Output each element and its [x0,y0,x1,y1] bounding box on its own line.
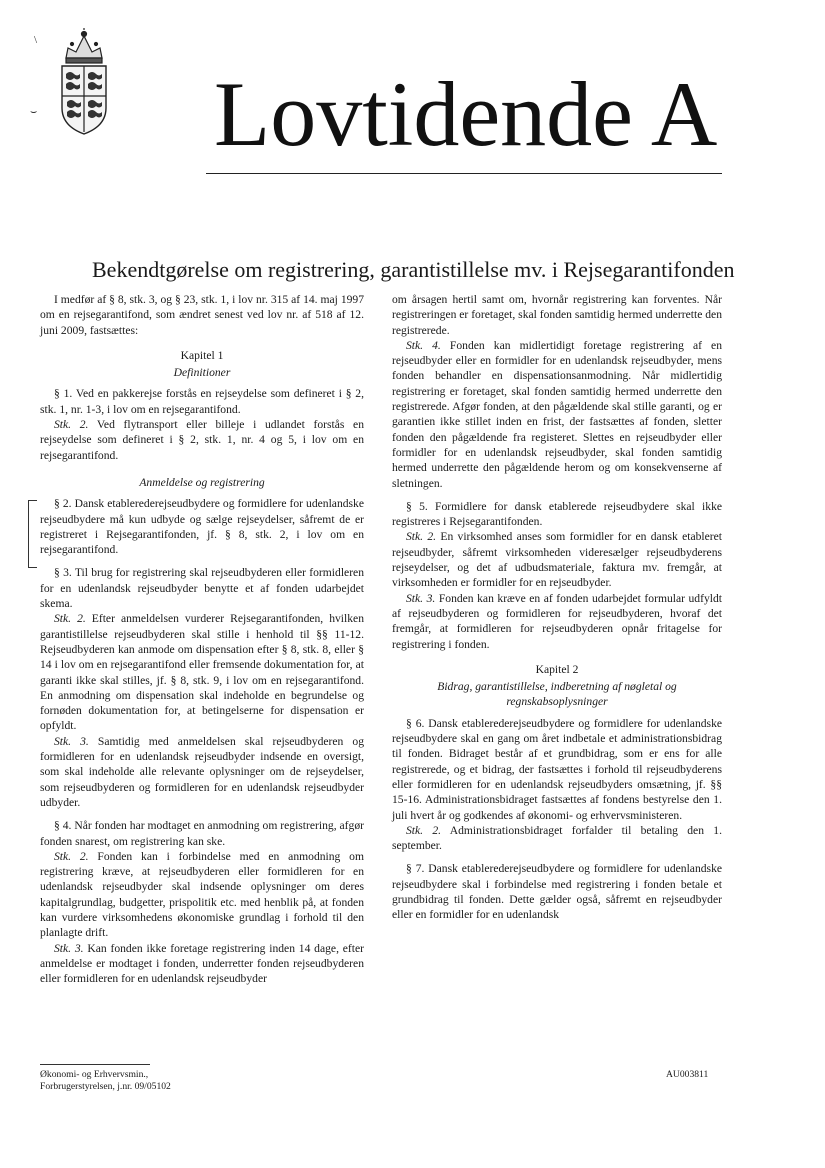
section-text: Når fonden har modtaget en anmodning om registrering, afgør fonden snarest, om registrering kan ske. [40,819,364,848]
stk-text: Fonden kan midlertidigt foretage registrering af en rejseudbyder eller en formidler for en udenlandsk rejseudbyder, mens fonden behandler en dispensationsanmodning. Når midlertidig registrering er foretaget, skal fonden samtidig hermed underrette den registrerede. Afgør fonden, at den pågældende skal stille garanti, og er garantien ikke stillet inden en frist, der fastsættes af fonden, sletter fonden den pågældende fra registeret. Slettes en rejseudbyder eller formidler for en udenlandsk rejseudbyder, skal fonden samtidig hermed underrette den pågældende herom og om konsekvenserne af sletningen. [392,338,723,490]
chapter-2-label: Kapitel 2 [535,662,579,676]
stk-text: Samtidig med anmeldelsen skal rejseudbyderen og formidleren for en udenlandsk rejseudbyder indsende en oversigt, som skal indeholde alle relevante oplysninger om de rejseydelser, som rejseudbyderen og formidleren for en udenlandsk rejseudbyder udbyder. [40,734,364,809]
registration-heading: Anmeldelse og registrering [139,475,265,489]
stk-text: Fonden kan i forbindelse med en anmodning om registrering kræve, at rejseudbyderen eller formidleren for en udenlandsk rejseudbyder skal indsende oplysninger om deres kapitalgrundlag, budgetter, prispolitik etc. med henblik på, at fonden kan vurdere virksomhedens økonomiske grundlag i forhold til den planlagte drift. [40,849,364,940]
right-column [392,292,722,923]
section-text: Dansk etablerederejseudbydere og formidlere for udenlandske rejseudbydere skal i forbindelse med registrering i fonden betale et grundbidrag til fonden. Dette gælder også, såfremt en rejseudbyder eller en formidler for en udenlandsk [392,862,723,922]
stk-text: Kan fonden ikke foretage registrering inden 14 dage, efter anmeldelse er modtaget i fonden, underretter fonden rejseudbyderen eller formidleren for en udenlandsk rejseudbyder [40,941,365,986]
document-code: AU003811 [666,1069,709,1080]
section-1 [40,386,364,417]
footer-ministry [40,1069,171,1093]
section-text: Dansk etablerederejseudbydere og formidlere for udenlandske rejseudbydere skal en gang om året indbetale et administrationsbidrag til fonden. Bidraget består af et grundbidrag, som er ens for alle registrerede, og et bidrag, der fastsættes i forhold til rejseudbyderens eller formidleren for en udenlandsk rejseudbyders omsætning, jf. §§ 15-16. Administrationsbidraget fastsættes af fondens bestyrelse den 1. juli hvert år og godkendes af økonomi- og erhvervsministeren. [392,716,723,822]
stk-label: Stk. 2. [54,849,89,863]
section-label: § 7. [406,862,425,876]
section-text: Ved en pakkerejse forstås en rejseydelse som defineret i § 2, stk. 1, nr. 1-3, i lov om en rejsegarantifond. [40,387,364,416]
section-label: § 3. [54,566,72,580]
stk-label: Stk. 3. [54,941,84,955]
intro-paragraph: I medfør af § 8, stk. 3, og § 23, stk. 1, i lov nr. 315 af 14. maj 1997 om en rejsegarantifond, som ændret senest ved lov nr. af 518 af 12. juni 2009, fastsættes: [40,293,364,337]
coat-of-arms-icon [52,28,116,136]
stk-label: Stk. 3. [406,591,436,605]
section-6 [392,716,722,823]
section-3 [40,565,364,611]
stk-text: Fonden kan kræve en af fonden udarbejdet formular udfyldt af rejseudbyderen og formidleren for rejseudbyderen, hvoraf det fremgår, at formidleren for rejseudbyderen opnår fritagelse for registrering i fonden. [392,591,722,651]
stk-label: Stk. 2. [406,530,437,544]
stk-text: En virksomhed anses som formidler for en dansk etableret rejseudbyder, såfremt virksomheden videresælger rejseudbyderens rejseydelser, og det af udbudsmateriale, faktura mv. fremgår, at virksomheden er formidler for en rejseudbyder. [392,530,723,590]
footer-journal-line: Forbrugerstyrelsen, j.nr. 09/05102 [40,1081,171,1092]
section-2 [40,496,364,557]
section-label: § 4. [54,819,72,833]
footer-rule [40,1064,150,1065]
section-3-stk-3 [40,734,364,810]
section-5 [392,499,722,530]
stk-text: Ved flytransport eller billeje i udlandet forstås en rejseydelse som defineret i § 2, stk. 1, nr. 4 og 5, i lov om en rejsegarantifond. [40,418,364,462]
stk-text: Administrationsbidraget forfalder til betaling den 1. september. [392,823,722,853]
stk-label: Stk. 3. [54,734,89,748]
chapter-1-heading: Definitioner [173,366,231,380]
margin-bracket [28,500,37,568]
section-label: § 2. [54,497,72,511]
section-4-stk-4 [392,338,722,491]
section-text: Formidlere for dansk etablerede rejseudbydere skal ikke registreres i Rejsegarantifonden. [392,499,723,529]
stk-label: Stk. 2. [54,418,89,432]
section-4-stk-3 [40,941,364,987]
document-title: Bekendtgørelse om registrering, garantistillelse mv. i Rejsegarantifonden [92,257,735,282]
section-text: Dansk etablerederejseudbydere og formidlere for udenlandske rejseudbydere må kun udbyde og sælge rejseydelser, såfremt de er registreret i Rejsegarantifonden, jf. § 8, stk. 2, i lov om en rejsegarantifond. [40,497,365,557]
scan-mark: ⌣ [30,106,38,118]
section-5-stk-3 [392,591,722,652]
section-5-stk-2 [392,529,722,590]
section-6-stk-2 [392,823,722,854]
section-label: § 6. [406,716,425,730]
masthead-title: Lovtidende A [214,63,718,165]
continued-paragraph: om årsagen hertil samt om, hvornår registrering kan forventes. Når registreringen er foretaget, skal fonden samtidig hermed underrette den registrerede. [392,293,722,337]
section-4-stk-2 [40,849,364,941]
masthead-rule [206,173,722,174]
section-7 [392,861,722,922]
section-4 [40,818,364,849]
left-column [40,292,364,986]
chapter-2-heading: Bidrag, garantistillelse, indberetning af nøgletal og regnskabsoplysninger [437,680,677,709]
section-text: Til brug for registrering skal rejseudbyderen eller formidleren for en udenlandsk rejseudbyder benytte et af fonden udarbejdet skema. [40,566,364,611]
footer-ministry-line: Økonomi- og Erhvervsmin., [40,1069,149,1080]
section-label: § 1. [54,387,73,401]
chapter-1-label: Kapitel 1 [180,348,224,362]
scan-mark: \ [34,34,38,46]
stk-label: Stk. 2. [406,823,442,837]
section-1-stk-2 [40,417,364,463]
stk-label: Stk. 4. [406,338,441,352]
section-label: § 5. [406,499,428,513]
stk-text: Efter anmeldelsen vurderer Rejsegarantifonden, hvilken garantistillelse rejseudbyderen skal stille i henhold til §§ 11-12. Rejseudbyderen kan anmode om dispensation efter § 8, stk. 8, eller § 14 i lov om en rejsegarantifond eller fremsende dokumentation for, at garanti ikke skal stilles, jf. § 8, stk. 9, i lov om en rejsegarantifond. En anmodning om dispensation skal indeholde en begrundelse og fornøden dokumentation for, at betingelserne for dispensation er opfyldt. [40,612,364,733]
stk-label: Stk. 2. [54,612,86,626]
section-3-stk-2 [40,611,364,733]
